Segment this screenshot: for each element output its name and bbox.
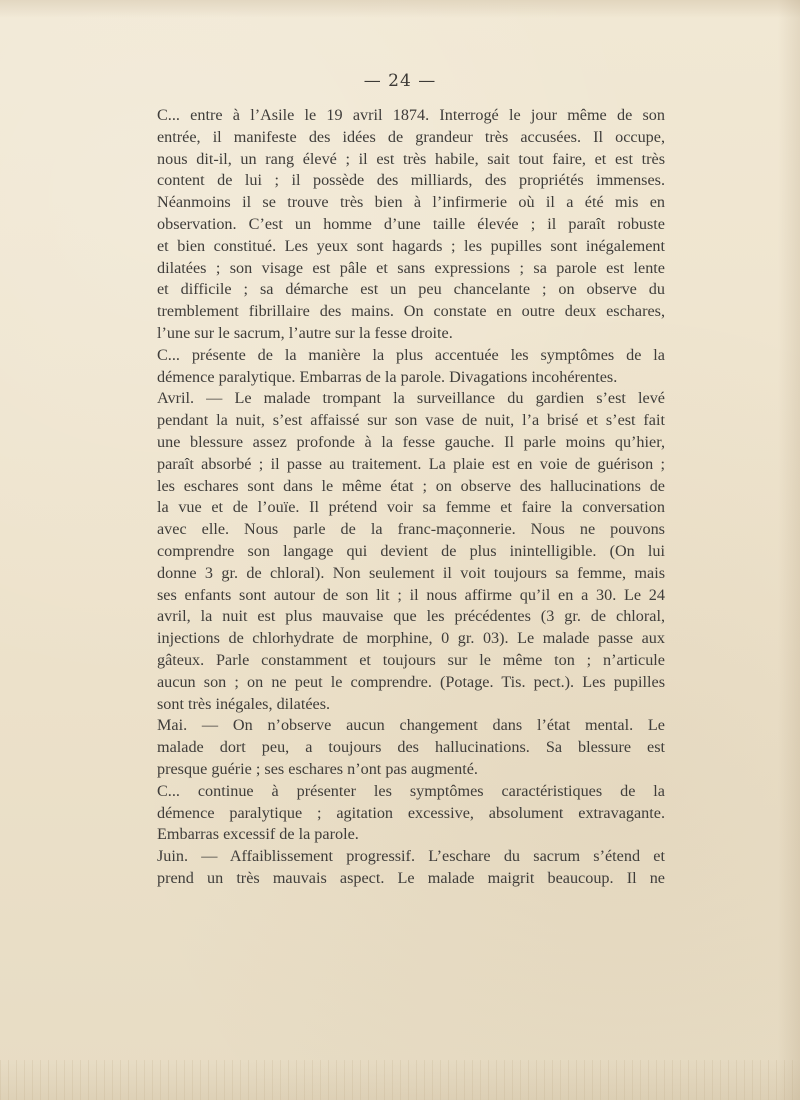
text-line: entrée, il manifeste des idées de grandeur très accusées. Il occupe, (157, 127, 665, 146)
text-line: injections de chlorhydrate de morphine, 0 gr. 03). Le malade passe aux (157, 629, 665, 648)
text-line: une blessure assez profonde à la fesse gauche. Il parle moins qu’hier, (157, 432, 665, 451)
body-text (157, 105, 665, 890)
text-line: comprendre son langage qui devient de plus inintelligible. (On lui (157, 541, 665, 560)
text-line: Mai. — On n’observe aucun changement dans l’état mental. Le (157, 716, 665, 735)
text-line: gâteux. Parle constamment et toujours sur le même ton ; n’articule (157, 650, 665, 669)
text-line: tremblement fibrillaire des mains. On constate en outre deux eschares, (157, 302, 665, 321)
text-line: démence paralytique. Embarras de la parole. Divagations incohérentes. (157, 367, 618, 386)
text-line: content de lui ; il possède des milliards, des propriétés immenses. (157, 171, 665, 190)
text-line: C... présente de la manière la plus accentuée les symptômes de la (157, 345, 665, 364)
text-line: malade dort peu, a toujours des hallucinations. Sa blessure est (157, 738, 665, 757)
text-line: aucun son ; on ne peut le comprendre. (Potage. Tis. pect.). Les pupilles (157, 672, 665, 691)
right-edge-shadow (778, 0, 800, 1100)
top-edge-shadow (0, 0, 800, 18)
text-line: observation. C’est un homme d’une taille élevée ; il paraît robuste (157, 214, 665, 233)
text-line: et bien constitué. Les yeux sont hagards ; les pupilles sont inégalement (157, 236, 665, 255)
text-line: Juin. — Affaiblissement progressif. L’eschare du sacrum s’étend et (157, 847, 665, 866)
text-line: la vue et de l’ouïe. Il prétend voir sa femme et faire la conversation (157, 498, 665, 517)
text-line: démence paralytique ; agitation excessive, absolument extravagante. (157, 803, 665, 822)
text-line: avril, la nuit est plus mauvaise que les précédentes (3 gr. de chloral, (157, 607, 665, 626)
text-line: Avril. — Le malade trompant la surveillance du gardien s’est levé (157, 389, 665, 408)
text-line: C... continue à présenter les symptômes caractéristiques de la (157, 781, 665, 800)
text-line: presque guérie ; ses eschares n’ont pas augmenté. (157, 759, 478, 778)
text-line: pendant la nuit, s’est affaissé sur son vase de nuit, l’a brisé et s’est fait (157, 411, 665, 430)
text-line: l’une sur le sacrum, l’autre sur la fesse droite. (157, 323, 453, 342)
text-line: Néanmoins il se trouve très bien à l’infirmerie où il a été mis en (157, 193, 665, 212)
text-line: dilatées ; son visage est pâle et sans expressions ; sa parole est lente (157, 258, 665, 277)
text-line: Embarras excessif de la parole. (157, 825, 359, 844)
text-line: donne 3 gr. de chloral). Non seulement il voit toujours sa femme, mais (157, 563, 665, 582)
text-line: les eschares sont dans le même état ; on observe des hallucinations de (157, 476, 665, 495)
bottom-edge-texture (0, 1060, 800, 1100)
text-line: C... entre à l’Asile le 19 avril 1874. Interrogé le jour même de son (157, 106, 665, 124)
text-line: nous dit-il, un rang élevé ; il est très habile, sait tout faire, et est très (157, 149, 665, 168)
text-line: paraît absorbé ; il passe au traitement. La plaie est en voie de guérison ; (157, 454, 665, 473)
text-line: prend un très mauvais aspect. Le malade maigrit beaucoup. Il ne (157, 868, 665, 887)
text-line: sont très inégales, dilatées. (157, 694, 331, 713)
page-number: — 24 — (363, 71, 437, 91)
text-line: ses enfants sont autour de son lit ; il nous affirme qu’il en a 30. Le 24 (157, 585, 665, 604)
text-line: et difficile ; sa démarche est un peu chancelante ; on observe du (157, 280, 665, 299)
text-line: avec elle. Nous parle de la franc-maçonnerie. Nous ne pouvons (157, 520, 665, 539)
